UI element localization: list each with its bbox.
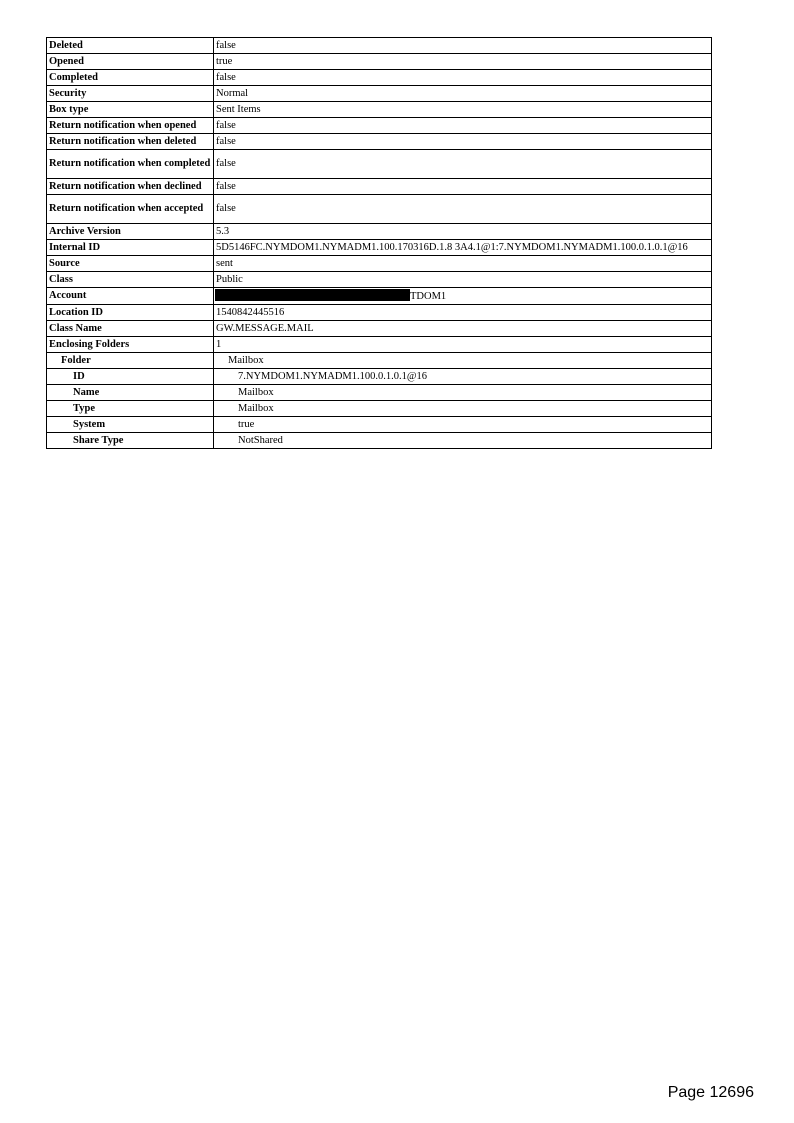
property-key: Account bbox=[47, 288, 214, 305]
table-row bbox=[47, 118, 712, 134]
redaction-block bbox=[215, 289, 410, 301]
property-value: false bbox=[214, 118, 712, 134]
table-row bbox=[47, 240, 712, 256]
property-key: Enclosing Folders bbox=[47, 337, 214, 353]
property-key: Class Name bbox=[47, 321, 214, 337]
property-key: Return notification when declined bbox=[47, 179, 214, 195]
property-value: true bbox=[214, 54, 712, 70]
table-row bbox=[47, 385, 712, 401]
property-key: Return notification when deleted bbox=[47, 134, 214, 150]
table-row bbox=[47, 433, 712, 449]
property-key: ID bbox=[47, 369, 214, 385]
property-value: NotShared bbox=[214, 433, 712, 449]
property-value: Mailbox bbox=[214, 385, 712, 401]
property-key: Name bbox=[47, 385, 214, 401]
property-key: System bbox=[47, 417, 214, 433]
property-value: Normal bbox=[214, 86, 712, 102]
property-key: Archive Version bbox=[47, 224, 214, 240]
property-key: Return notification when opened bbox=[47, 118, 214, 134]
table-row bbox=[47, 224, 712, 240]
page-number: Page 12696 bbox=[667, 1084, 754, 1101]
table-row bbox=[47, 38, 712, 54]
property-key: Location ID bbox=[47, 305, 214, 321]
property-value: false bbox=[214, 134, 712, 150]
table-row bbox=[47, 353, 712, 369]
table-row bbox=[47, 86, 712, 102]
property-value: 5D5146FC.NYMDOM1.NYMADM1.100.170316D.1.8 3A4.1@1:7.NYMDOM1.NYMADM1.100.0.1.0.1@16 bbox=[214, 240, 712, 256]
property-value: false bbox=[214, 179, 712, 195]
property-value: sent bbox=[214, 256, 712, 272]
property-key: Deleted bbox=[47, 38, 214, 54]
property-key: Class bbox=[47, 272, 214, 288]
table-row bbox=[47, 337, 712, 353]
property-key: Return notification when accepted bbox=[47, 195, 214, 224]
property-value: false bbox=[214, 150, 712, 179]
property-value: GW.MESSAGE.MAIL bbox=[214, 321, 712, 337]
table-row bbox=[47, 54, 712, 70]
table-row bbox=[47, 179, 712, 195]
property-value: 5.3 bbox=[214, 224, 712, 240]
table-row bbox=[47, 150, 712, 179]
property-key: Opened bbox=[47, 54, 214, 70]
property-value bbox=[214, 288, 712, 305]
property-value: false bbox=[214, 38, 712, 54]
table-row bbox=[47, 305, 712, 321]
property-value: false bbox=[214, 195, 712, 224]
table-row bbox=[47, 417, 712, 433]
property-value: false bbox=[214, 70, 712, 86]
property-key: Security bbox=[47, 86, 214, 102]
property-key: Folder bbox=[47, 353, 214, 369]
property-value: 7.NYMDOM1.NYMADM1.100.0.1.0.1@16 bbox=[214, 369, 712, 385]
account-visible-suffix: TDOM1 bbox=[410, 291, 447, 302]
property-key: Completed bbox=[47, 70, 214, 86]
table-row bbox=[47, 288, 712, 305]
table-row bbox=[47, 369, 712, 385]
property-value: Mailbox bbox=[214, 353, 712, 369]
property-value: Sent Items bbox=[214, 102, 712, 118]
message-properties-table bbox=[46, 37, 712, 449]
property-value: 1 bbox=[214, 337, 712, 353]
property-key: Return notification when completed bbox=[47, 150, 214, 179]
property-value: Mailbox bbox=[214, 401, 712, 417]
table-row bbox=[47, 256, 712, 272]
table-row bbox=[47, 195, 712, 224]
table-row bbox=[47, 272, 712, 288]
property-key: Source bbox=[47, 256, 214, 272]
property-value: true bbox=[214, 417, 712, 433]
property-key: Share Type bbox=[47, 433, 214, 449]
property-key: Internal ID bbox=[47, 240, 214, 256]
table-row bbox=[47, 401, 712, 417]
property-value: 1540842445516 bbox=[214, 305, 712, 321]
table-row bbox=[47, 70, 712, 86]
table-row bbox=[47, 102, 712, 118]
table-row bbox=[47, 134, 712, 150]
property-key: Type bbox=[47, 401, 214, 417]
property-value: Public bbox=[214, 272, 712, 288]
property-key: Box type bbox=[47, 102, 214, 118]
table-row bbox=[47, 321, 712, 337]
